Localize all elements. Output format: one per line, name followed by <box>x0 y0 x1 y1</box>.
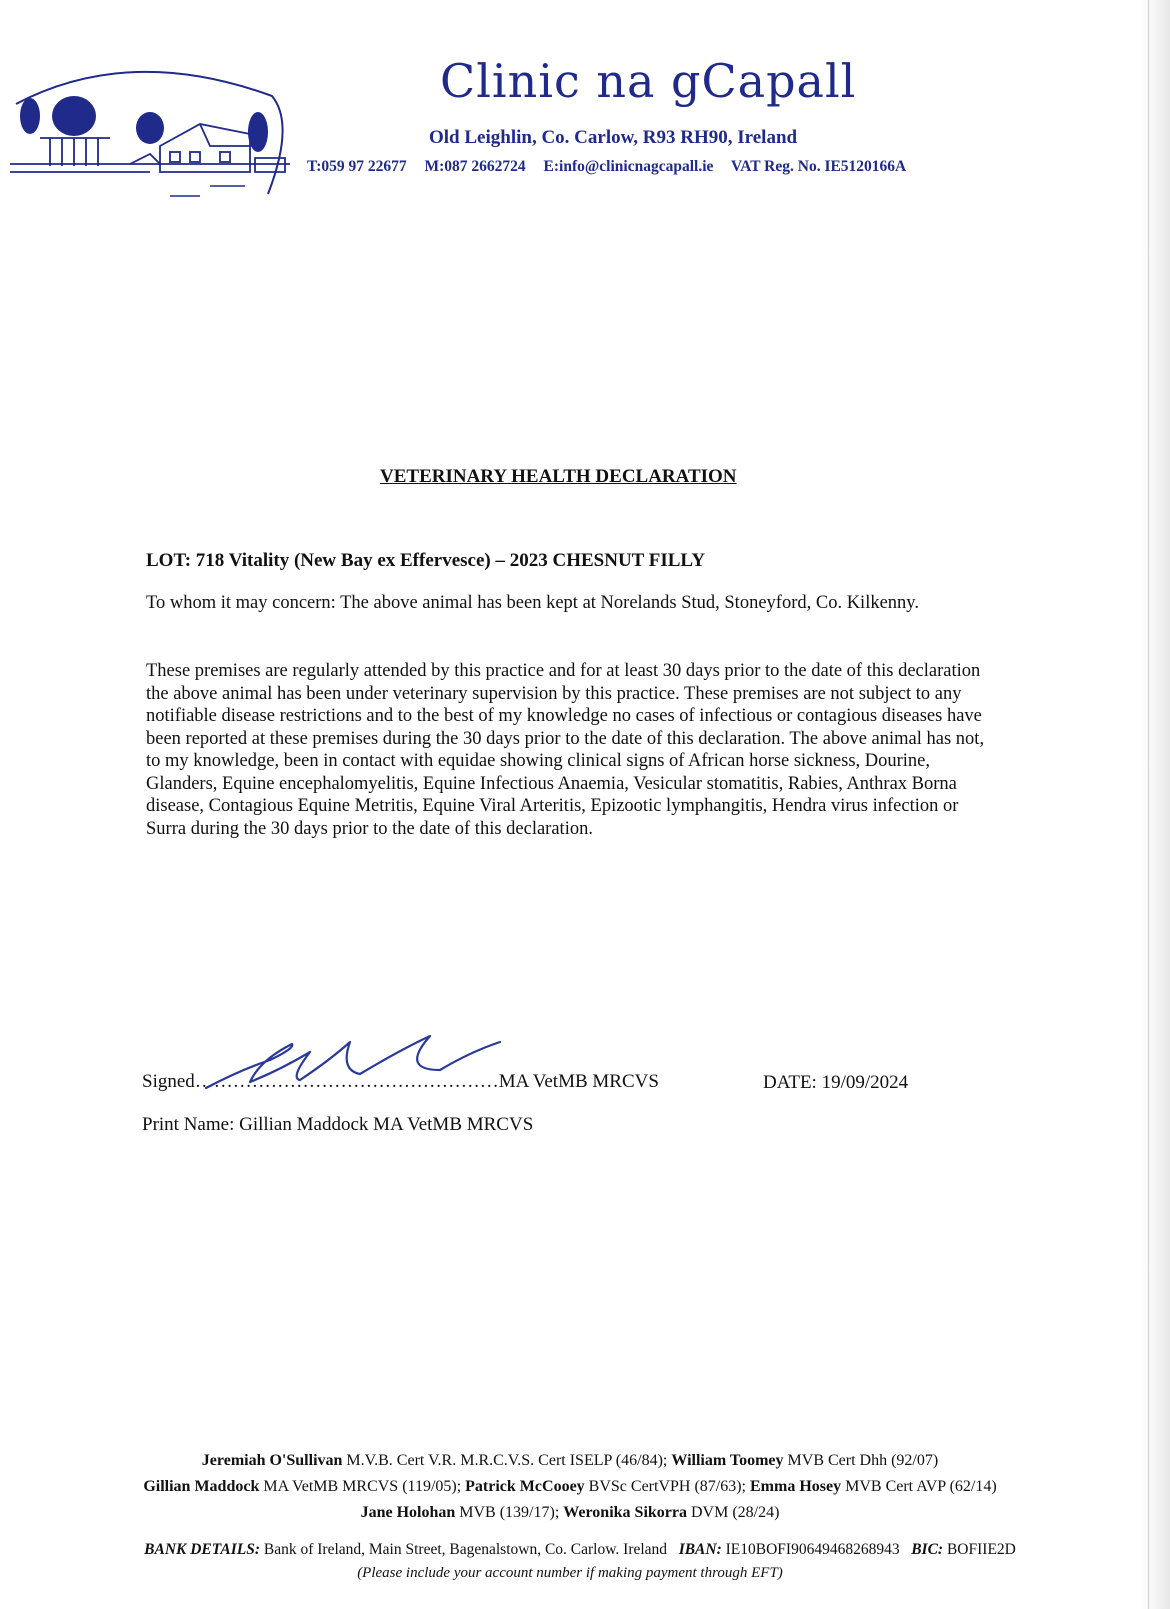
clinic-address: Old Leighlin, Co. Carlow, R93 RH90, Ireland <box>429 127 798 148</box>
vet-name: Emma Hosey <box>750 1478 842 1495</box>
vet-name: Patrick McCooey <box>465 1478 585 1495</box>
bank-details <box>80 1541 1080 1559</box>
vet-name: Weronika Sikorra <box>563 1504 687 1521</box>
signed-label: Signed <box>142 1071 195 1092</box>
vet-qualifications: BVSc CertVPH (87/63); <box>588 1478 746 1495</box>
farmhouse-sketch-icon <box>10 54 300 204</box>
vet-name: William Toomey <box>671 1452 784 1469</box>
eft-note: (Please include your account number if making payment through EFT) <box>357 1565 783 1581</box>
vet-qualifications: MVB Cert AVP (62/14) <box>845 1478 997 1495</box>
vet-name: Jeremiah O'Sullivan <box>201 1452 343 1469</box>
signature-dots: ………………………………………… <box>194 1071 499 1092</box>
vet-qualifications: DVM (28/24) <box>690 1504 780 1521</box>
vat-number: VAT Reg. No. IE5120166A <box>731 158 907 175</box>
email-address: E:info@clinicnagcapall.ie <box>543 158 714 175</box>
page-edge-shadow <box>1140 0 1170 1609</box>
bic-label: BIC: <box>911 1541 944 1558</box>
vet-list-line-2 <box>80 1478 1060 1496</box>
vet-name: Gillian Maddock <box>143 1478 260 1495</box>
declaration-date: DATE: 19/09/2024 <box>763 1072 909 1093</box>
vet-list-line-3 <box>80 1504 1060 1522</box>
vet-name: Jane Holohan <box>360 1504 456 1521</box>
vet-list-line-1 <box>80 1452 1060 1470</box>
vet-qualifications: MVB Cert Dhh (92/07) <box>787 1452 939 1469</box>
paragraph-premises: To whom it may concern: The above animal has been kept at Norelands Stud, Stoneyford, Co. Kilkenny. <box>146 593 919 613</box>
clinic-name: Clinic na gCapall <box>440 54 857 108</box>
iban-label: IBAN: <box>678 1541 722 1558</box>
print-name: Print Name: Gillian Maddock MA VetMB MRCVS <box>142 1114 534 1135</box>
lot-line: LOT: 718 Vitality (New Bay ex Effervesce) – 2023 CHESNUT FILLY <box>146 550 706 571</box>
paragraph-declaration: These premises are regularly attended by this practice and for at least 30 days prior to the date of this declaration the above animal has been under veterinary supervision by this practice. These premises are not subject to any notifiable disease restrictions and to the best of my knowledge no cases of infectious or contagious diseases have been reported at these premises during the 30 days prior to the date of this declaration. The above animal has not, to my knowledge, been in contact with equidae showing clinical signs of African horse sickness, Dourine, Glanders, Equine encephalomyelitis, Equine Infectious Anaemia, Vesicular stomatitis, Rabies, Anthrax Borna disease, Contagious Equine Metritis, Equine Viral Arteritis, Epizootic lymphangitis, Hendra virus infection or Surra during the 30 days prior to the date of this declaration. <box>146 661 985 839</box>
vet-qualifications: MA VetMB MRCVS (119/05); <box>263 1478 462 1495</box>
contact-line <box>307 158 920 176</box>
document-title: VETERINARY HEALTH DECLARATION <box>380 466 737 487</box>
vet-qualifications: MVB (139/17); <box>459 1504 560 1521</box>
handwritten-signature <box>200 1030 520 1100</box>
phone-number: T:059 97 22677 <box>307 158 407 175</box>
iban-value: IE10BOFI90649468268943 <box>725 1541 900 1558</box>
signer-qualifications: MA VetMB MRCVS <box>498 1071 659 1092</box>
bank-label: BANK DETAILS: <box>144 1541 260 1558</box>
bic-value: BOFIIE2D <box>946 1541 1016 1558</box>
mobile-number: M:087 2662724 <box>424 158 526 175</box>
bank-value: Bank of Ireland, Main Street, Bagenalstown, Co. Carlow. Ireland <box>263 1541 668 1558</box>
vet-qualifications: M.V.B. Cert V.R. M.R.C.V.S. Cert ISELP (46/84); <box>346 1452 668 1469</box>
